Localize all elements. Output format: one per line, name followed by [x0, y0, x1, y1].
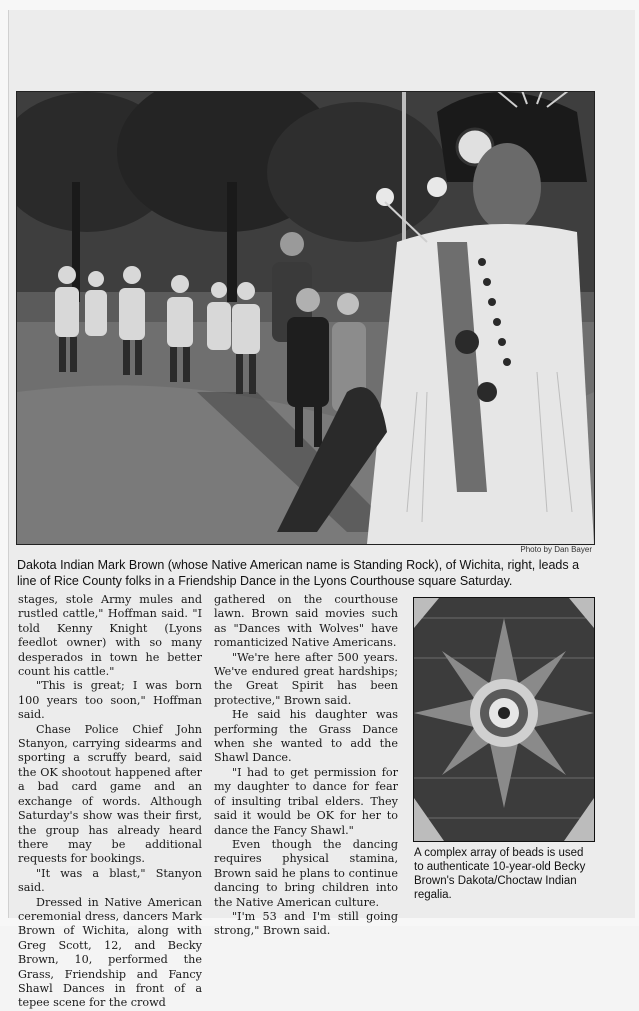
main-photo-illustration — [17, 92, 594, 544]
column-1-paragraph: "This is great; I was born 100 years too soon," Hoffman said. — [18, 679, 202, 722]
column-1-paragraph: Chase Police Chief John Stanyon, carrying sidearms and sporting a scruffy beard, said the OK shootout happened after a bad card game and an exchange of words. Although Saturday's show was their first, the group has already heard there may be additional requests for bookings. — [18, 722, 202, 866]
beadwork-star-illustration — [414, 598, 594, 841]
photo-credit: Photo by Dan Bayer — [520, 545, 592, 554]
column-2-paragraph: "We're here after 500 years. We've endured great hardships; the Great Spirit has been protective," Brown said. — [214, 650, 398, 707]
column-2-paragraph: Even though the dancing requires physical stamina, Brown said he plans to continue dancing to bring children into the Native American culture. — [214, 837, 398, 909]
column-1-paragraph: Dressed in Native American ceremonial dress, dancers Mark Brown of Wichita, along with Greg Scott, 12, and Becky Brown, 10, performed the Grass, Friendship and Fancy Shawl Dances in front of a tepee scene for the crowd — [18, 895, 202, 1010]
article-column-1 — [18, 593, 202, 1011]
column-2-paragraph: gathered on the courthouse lawn. Brown said movies such as "Dances with Wolves" have romanticized Native Americans. — [214, 593, 398, 650]
column-2-paragraph: "I'm 53 and I'm still going strong," Brown said. — [214, 909, 398, 938]
main-photo-caption: Dakota Indian Mark Brown (whose Native American name is Standing Rock), of Wichita, right, leads a line of Rice County folks in a Friendship Dance in the Lyons Courthouse square Saturday. — [17, 558, 580, 588]
column-1-paragraph: stages, stole Army mules and rustled cattle," Hoffman said. "I told Kenny Knight (Lyons feedlot owner) with so many desperados in town he better count his cattle." — [18, 593, 202, 679]
beadwork-photo — [413, 597, 595, 842]
column-1-paragraph: "It was a blast," Stanyon said. — [18, 866, 202, 895]
beadwork-caption: A complex array of beads is used to authenticate 10-year-old Becky Brown's Dakota/Choctaw Indian regalia. — [414, 847, 586, 901]
article-column-2 — [214, 593, 398, 939]
column-2-paragraph: He said his daughter was performing the Grass Dance when she wanted to add the Shawl Dance. — [214, 708, 398, 765]
main-photo-friendship-dance — [16, 91, 595, 545]
column-2-paragraph: "I had to get permission for my daughter to dance for fear of insulting tribal elders. They said it would be OK for her to dance the Fancy Shawl." — [214, 765, 398, 837]
